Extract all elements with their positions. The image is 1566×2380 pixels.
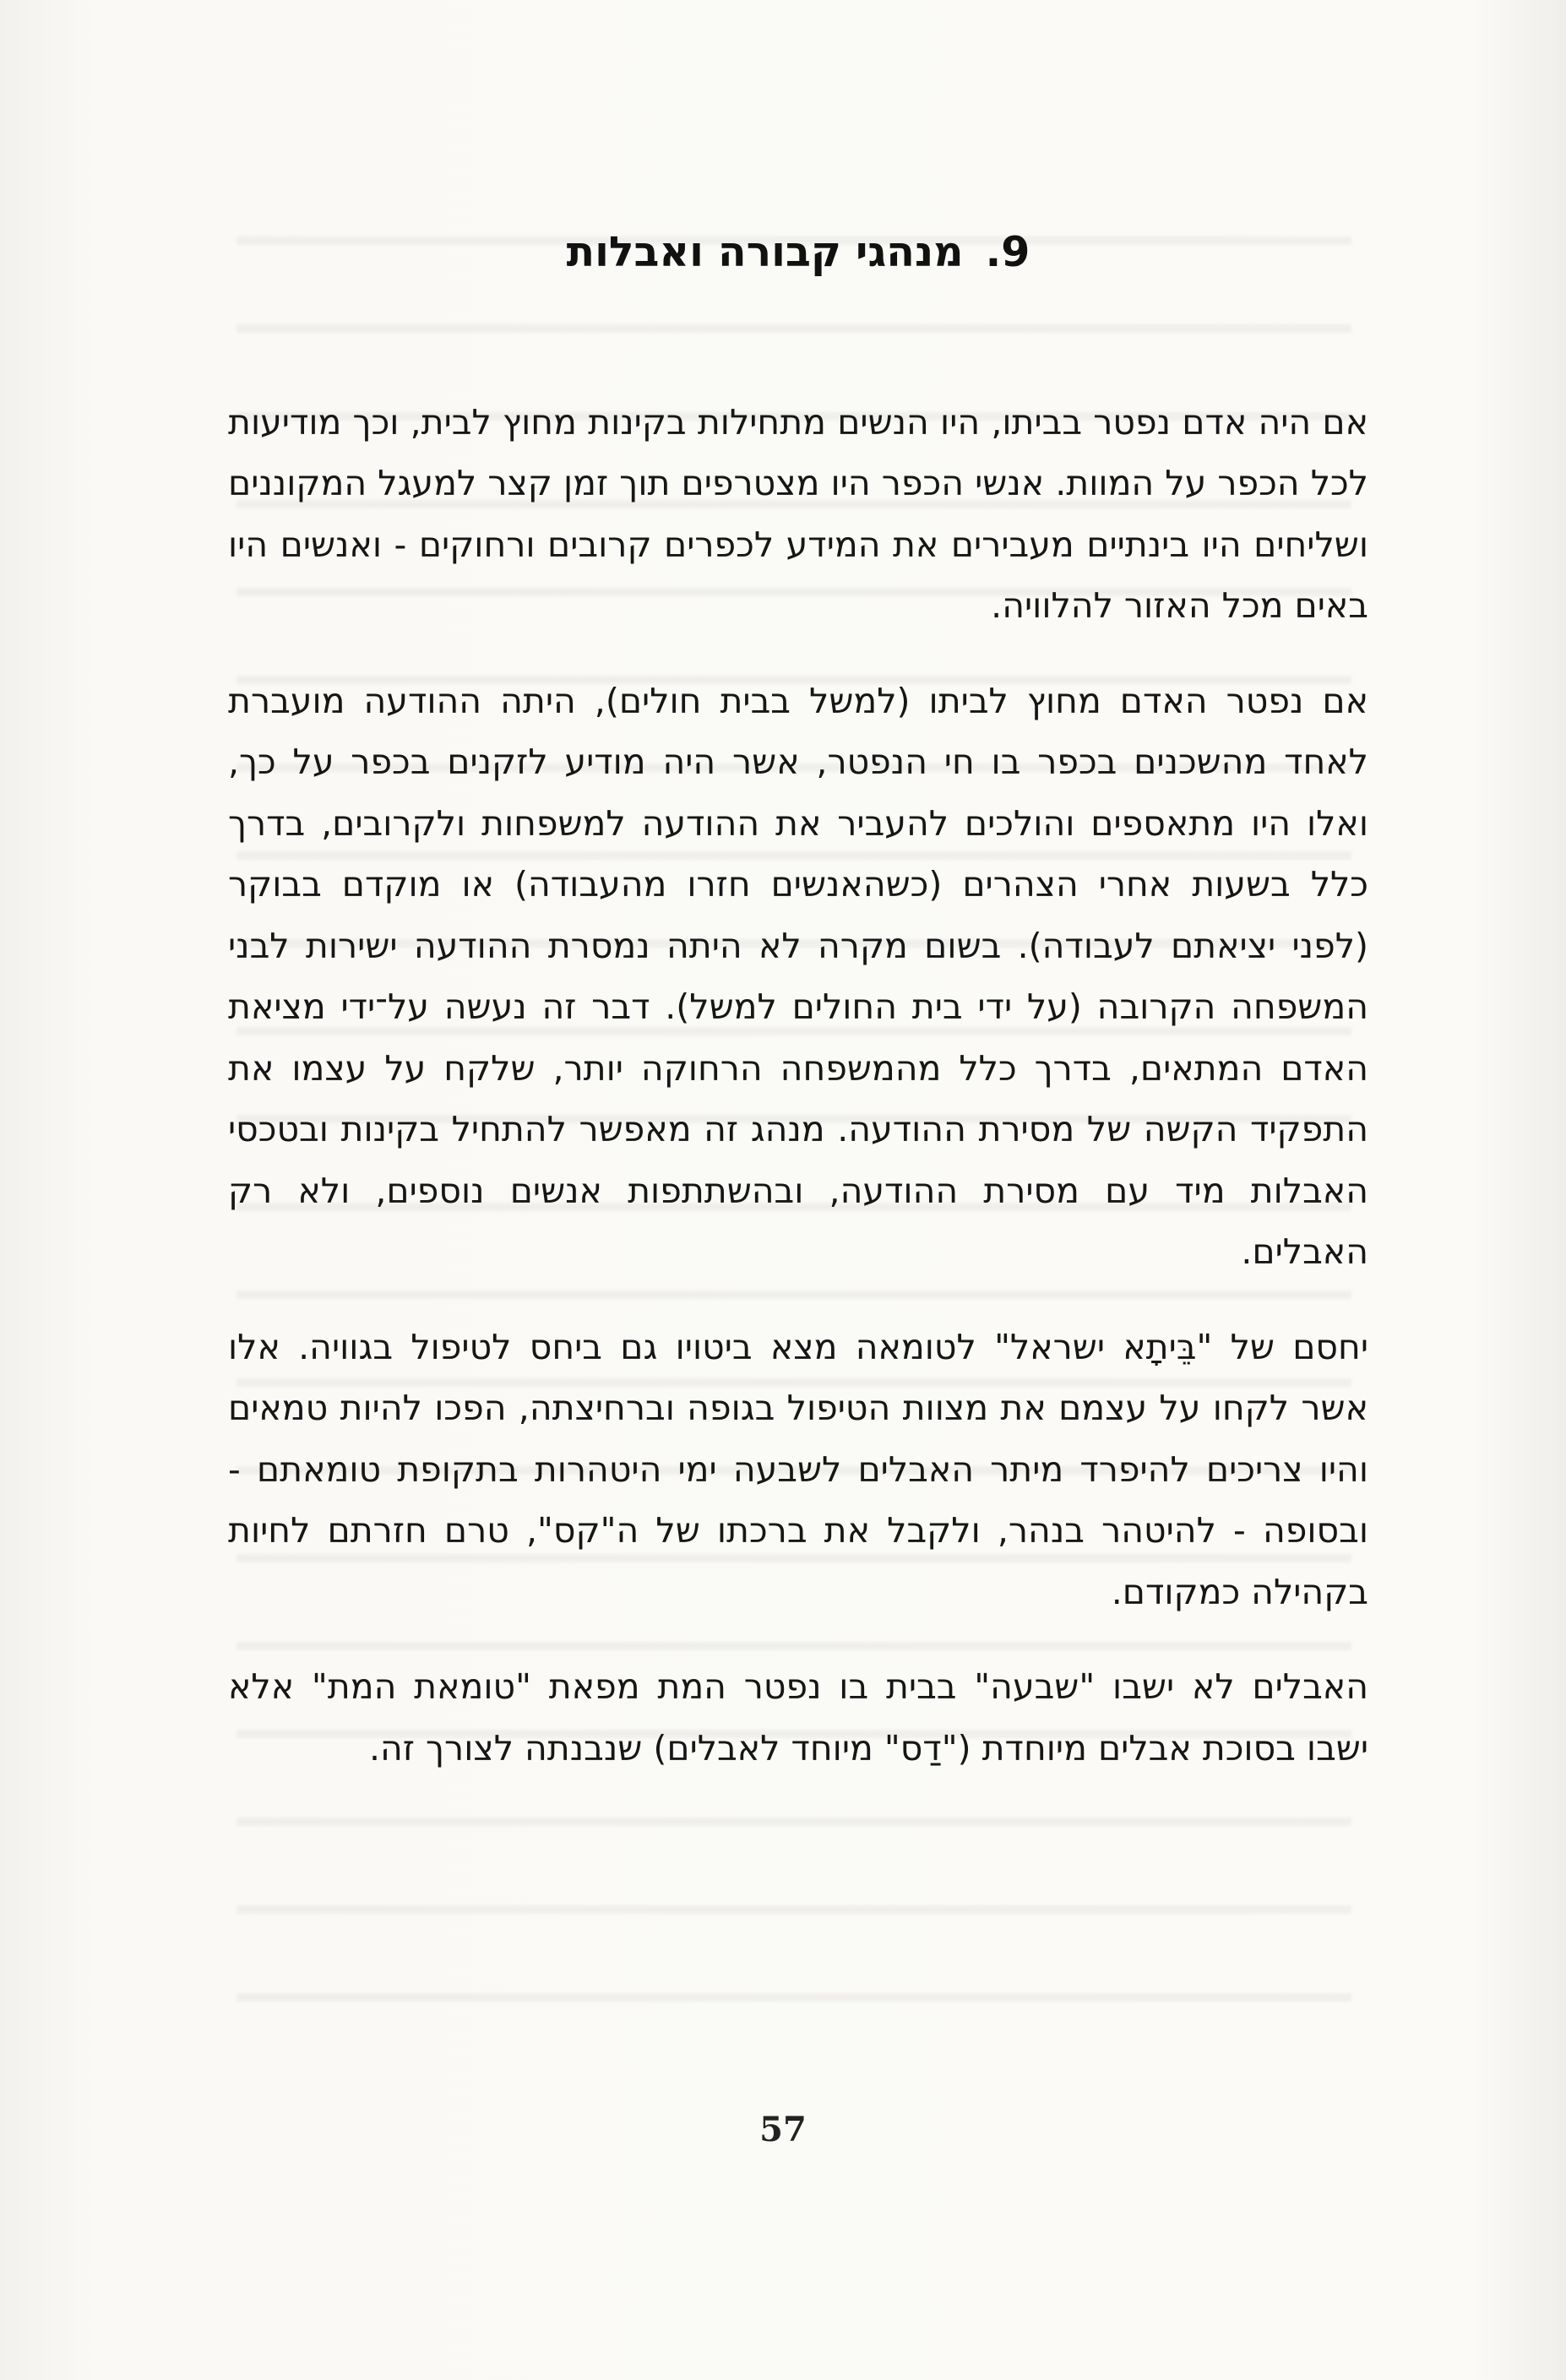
chapter-title (228, 228, 1368, 278)
chapter-number: 9. (985, 228, 1030, 276)
paragraph-1: אם היה אדם נפטר בביתו, היו הנשים מתחילות בקינות מחוץ לבית, וכך מודיעות לכל הכפר על המוות. אנשי הכפר היו מצטרפים תוך זמן קצר למעגל המקוננים ושליחים היו בינתיים מעבירים את המידע לכפרים קרובים ורחוקים - ואנשים היו באים מכל האזור להלוויה. (228, 401, 1368, 627)
text-block (228, 228, 1368, 1812)
paragraph-2: אם נפטר האדם מחוץ לביתו (למשל בבית חולים), היתה ההודעה מועברת לאחד מהשכנים בכפר בו חי הנפטר, אשר היה מודיע לזקנים בכפר על כך, ואלו היו מתאספים והולכים להעביר את ההודעה למשפחות ולקרובים, בדרך כלל בשעות אחרי הצהרים (כשהאנשים חזרו מהעבודה) או מוקדם בבוקר (לפני יציאתם לעבודה). בשום מקרה לא היתה נמסרת ההודעה ישירות לבני המשפחה הקרובה (על ידי בית החולים למשל). דבר זה נעשה על־ידי מציאת האדם המתאים, בדרך כלל מהמשפחה הרחוקה יותר, שלקח על עצמו את התפקיד הקשה של מסירת ההודעה. מנהג זה מאפשר להתחיל בקינות ובטכסי האבלות מיד עם מסירת ההודעה, ובהשתתפות אנשים נוספים, ולא רק האבלים. (228, 680, 1368, 1273)
page-number: 57 (759, 2110, 807, 2149)
paragraph-4: האבלים לא ישבו "שבעה" בבית בו נפטר המת מפאת "טומאת המת" אלא ישבו בסוכת אבלים מיוחדת ("דַס" מיוחד לאבלים) שנבנתה לצורך זה. (228, 1666, 1368, 1769)
paragraph-3: יחסם של "בֵּיתָא ישראל" לטומאה מצא ביטויו גם ביחס לטיפול בגוויה. אלו אשר לקחו על עצמם את מצוות הטיפול בגופה וברחיצתה, הפכו להיות טמאים והיו צריכים להיפרד מיתר האבלים לשבעה ימי היטהרות בתקופת טומאתם - ובסופה - להיטהר בנהר, ולקבל את ברכתו של ה"קס", טרם חזרתם לחיות בקהילה כמקודם. (228, 1326, 1368, 1612)
chapter-title-text: מנהגי קבורה ואבלות (566, 228, 964, 276)
